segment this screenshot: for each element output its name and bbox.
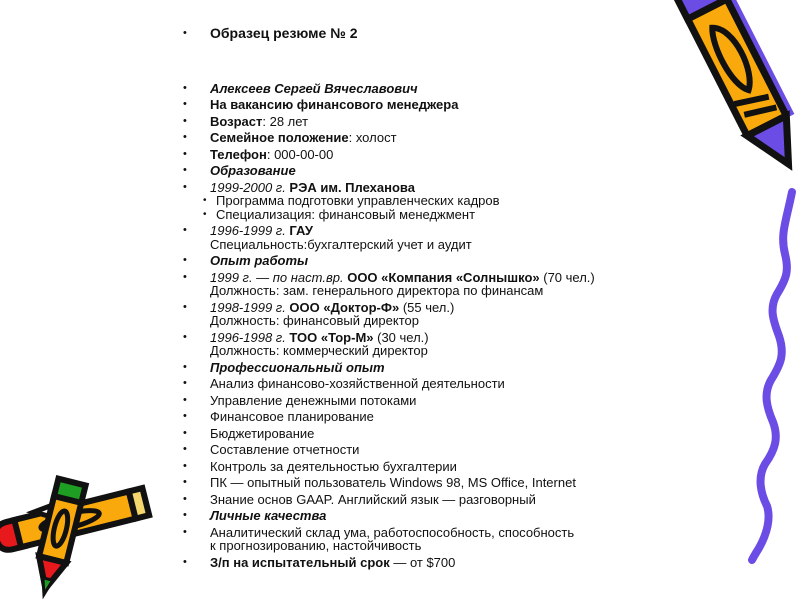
- crayon-body: [14, 491, 135, 547]
- text-segment: Телефон: [210, 146, 267, 162]
- personal-qualities: [183, 526, 688, 553]
- line-text: [210, 238, 472, 252]
- line-text: [210, 331, 429, 345]
- bullet-marker: •: [183, 98, 187, 110]
- line-text: [210, 131, 397, 145]
- crayon-body: [39, 496, 81, 563]
- text-segment: ТОО «Тор-М»: [289, 329, 374, 345]
- line-text: [210, 164, 296, 178]
- skill-analysis: [183, 377, 688, 391]
- line-text: [210, 556, 455, 570]
- line-text: [210, 539, 421, 553]
- line-text: [210, 115, 308, 129]
- text-segment: ООО «Доктор-Ф»: [289, 299, 400, 315]
- line-text: [216, 194, 500, 208]
- bullet-marker: •: [183, 27, 187, 39]
- text-segment: 1996-1998 г.: [210, 329, 290, 345]
- slide-title: [183, 27, 688, 41]
- line-text: [210, 410, 374, 424]
- vacancy: [183, 98, 688, 112]
- skill-gaap-english: [183, 493, 688, 507]
- text-segment: Профессиональный опыт: [210, 359, 385, 375]
- line-text: [210, 271, 595, 285]
- text-segment: Управление денежными потоками: [210, 392, 417, 408]
- text-segment: (70 чел.): [539, 269, 595, 285]
- text-segment: РЭА им. Плеханова: [289, 179, 415, 195]
- text-segment: — от $700: [389, 554, 456, 570]
- line-text: [210, 181, 415, 195]
- text-segment: Составление отчетности: [210, 442, 360, 457]
- bullet-marker: •: [183, 555, 187, 568]
- text-segment: На вакансию финансового менеджера: [210, 97, 459, 112]
- text-segment: к прогнозированию, настойчивость: [210, 538, 422, 553]
- bullet-marker: •: [183, 509, 187, 521]
- personal-heading: [183, 509, 688, 523]
- text-segment: Анализ финансово-хозяйственной деятельности: [210, 376, 505, 391]
- bullet-marker: •: [183, 114, 187, 127]
- bullet-marker: •: [183, 393, 187, 406]
- bullet-marker: •: [183, 410, 187, 422]
- horizontal-crayon: [0, 488, 149, 552]
- bullet-marker: •: [183, 131, 187, 143]
- text-segment: Опыт работы: [210, 253, 309, 268]
- skill-budgeting: [183, 427, 688, 441]
- text-segment: Образование: [210, 163, 296, 178]
- education-entry-1: [183, 181, 688, 222]
- line-text: [210, 344, 428, 358]
- line-text: [210, 509, 326, 523]
- crayon-red-tip: [32, 556, 66, 592]
- crayon-body: [675, 0, 786, 136]
- line-text: [210, 476, 576, 490]
- text-segment: (30 чел.): [373, 329, 429, 345]
- experience-heading: [183, 254, 688, 268]
- line-text: [210, 27, 358, 41]
- bullet-marker: •: [183, 443, 187, 455]
- line-text: [210, 148, 333, 162]
- dart-shape: [34, 500, 70, 522]
- age: [183, 115, 688, 129]
- skill-reporting: [183, 443, 688, 457]
- text-segment: Алексеев Сергей Вячеславович: [210, 80, 418, 96]
- line-text: [216, 208, 475, 222]
- text-segment: Личные качества: [210, 508, 327, 523]
- line-text: [210, 361, 385, 375]
- text-segment: Бюджетирование: [210, 425, 315, 441]
- line-text: [210, 377, 505, 391]
- crayon-red-cap: [0, 519, 25, 552]
- marital-status: [183, 131, 688, 145]
- education-heading: [183, 164, 688, 178]
- crayon-tip: [747, 116, 800, 175]
- sub-bullet-marker: •: [203, 208, 207, 220]
- salary: [183, 556, 688, 570]
- text-segment: Знание основ GAAP. Английский язык — разговорный: [210, 491, 536, 507]
- bullet-marker: •: [183, 476, 187, 488]
- text-segment: 1999-2000 г.: [210, 179, 290, 195]
- text-segment: 1999 г. — по наст.вр.: [210, 269, 348, 285]
- crayon-gleam: [39, 506, 101, 534]
- bullet-marker: •: [183, 360, 187, 373]
- line-text: [210, 284, 543, 298]
- skill-pc: [183, 476, 688, 490]
- crayon-shadow: [686, 0, 794, 134]
- bullet-marker: •: [183, 270, 187, 283]
- crayon-green-band: [54, 479, 86, 505]
- text-segment: 1998-1999 г.: [210, 299, 290, 315]
- crayon-green-point: [39, 578, 53, 596]
- line-text: [210, 394, 416, 408]
- line-text: [210, 301, 454, 315]
- bullet-marker: •: [183, 180, 187, 193]
- text-segment: Должность: зам. генерального директора по финансам: [210, 283, 544, 298]
- text-segment: Образец резюме № 2: [210, 25, 358, 41]
- text-segment: Контроль за деятельностью бухгалтерии: [210, 458, 457, 474]
- bullet-marker: •: [183, 224, 187, 236]
- bullet-marker: •: [183, 377, 187, 389]
- skill-cashflow: [183, 394, 688, 408]
- line-text: [210, 98, 458, 112]
- bullet-marker: •: [183, 459, 187, 472]
- line-text: [210, 427, 314, 441]
- job-entry-3: [183, 331, 688, 358]
- job-entry-1: [183, 271, 688, 298]
- line-text: [210, 460, 457, 474]
- text-segment: Должность: коммерческий директор: [210, 343, 428, 358]
- job-entry-2: [183, 301, 688, 328]
- text-segment: ПК — опытный пользователь Windows 98, MS Office, Internet: [210, 475, 576, 490]
- text-segment: Специализация: финансовый менеджмент: [216, 206, 476, 222]
- resume-list: [183, 27, 688, 572]
- bullet-marker: •: [183, 147, 187, 160]
- crayon-gleam: [50, 510, 70, 548]
- skill-accounting-control: [183, 460, 688, 474]
- sub-bullet-marker: •: [203, 195, 207, 206]
- text-segment: : 000-00-00: [266, 146, 334, 162]
- line-text: [210, 526, 574, 540]
- phone: [183, 148, 688, 162]
- text-segment: (55 чел.): [399, 299, 455, 315]
- candidate-name: [183, 82, 688, 96]
- crayon-butt: [129, 488, 149, 519]
- education-entry-2: [183, 224, 688, 251]
- crayon-stripe: [744, 100, 776, 122]
- bullet-marker: •: [183, 254, 187, 266]
- crayon: [675, 0, 800, 175]
- text-segment: Программа подготовки управленческих кадров: [216, 193, 500, 208]
- text-segment: ГАУ: [289, 223, 313, 238]
- text-segment: Возраст: [210, 113, 263, 129]
- crayon-gleam: [707, 21, 758, 95]
- line-text: [210, 254, 308, 268]
- bullet-marker: •: [183, 164, 187, 176]
- crayon-stripe: [734, 89, 768, 112]
- line-text: [210, 314, 419, 328]
- text-segment: : холост: [348, 130, 397, 145]
- bullet-marker: •: [183, 300, 187, 313]
- line-text: [210, 493, 536, 507]
- bullet-marker: •: [183, 492, 187, 505]
- text-segment: Должность: финансовый директор: [210, 313, 419, 328]
- text-segment: 1996-1999 г.: [210, 223, 290, 238]
- text-segment: З/п на испытательный срок: [210, 554, 390, 570]
- crossed-crayons-illustration: [0, 448, 190, 600]
- bullet-marker: •: [183, 426, 187, 439]
- squiggle-line: [752, 192, 792, 560]
- steep-crayon: [30, 479, 85, 598]
- professional-skills-heading: [183, 361, 688, 375]
- bullet-marker: •: [183, 81, 187, 94]
- text-segment: Семейное положение: [210, 130, 349, 145]
- text-segment: ООО «Компания «Солнышко»: [347, 269, 540, 285]
- text-segment: : 28 лет: [262, 113, 309, 129]
- line-text: [210, 82, 418, 96]
- crayon-top-band: [675, 0, 726, 19]
- bullet-marker: •: [183, 330, 187, 343]
- skill-planning: [183, 410, 688, 424]
- line-text: [210, 443, 359, 457]
- text-segment: Аналитический склад ума, работоспособность, способность: [210, 524, 575, 540]
- text-segment: Специальность:бухгалтерский учет и аудит: [210, 236, 472, 252]
- line-text: [210, 224, 313, 238]
- text-segment: Финансовое планирование: [210, 409, 374, 424]
- bullet-marker: •: [183, 525, 187, 538]
